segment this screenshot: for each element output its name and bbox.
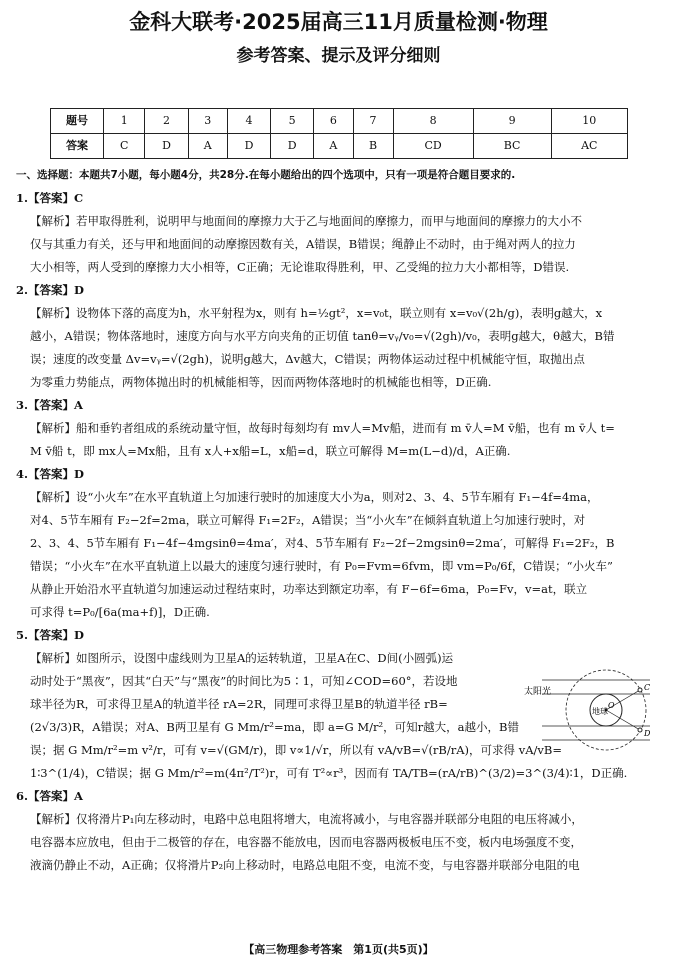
table-row-answers — [51, 134, 628, 159]
explanation-line: 可求得 t=P₀/[6a(ma+f)]，D正确. — [30, 605, 210, 619]
explanation-line: 【解析】若甲取得胜利，说明甲与地面间的摩擦力大于乙与地面间的摩擦力，而甲与地面间的摩擦力的大小不 — [30, 214, 582, 228]
question-2-answer: 2.【答案】D — [16, 283, 84, 297]
question-1-answer: 1.【答案】C — [16, 191, 84, 205]
table-row-numbers — [51, 109, 628, 134]
table-cell: C — [104, 134, 145, 159]
explanation-line: M v̄船 t，即 mx人=Mx船，且有 x人+x船=L，x船=d，联立可解得 M=m(L−d)/d，A正确. — [30, 444, 511, 458]
table-cell: A — [314, 134, 353, 159]
table-cell: 1 — [104, 109, 145, 134]
table-header-answer: 答案 — [51, 134, 104, 159]
explanation-line: 动时处于“黑夜”，因其“白天”与“黑夜”的时间比为5∶1，可知∠COD=60°，若设地 — [30, 674, 458, 688]
question-5-answer: 5.【答案】D — [16, 628, 84, 642]
explanation-line: 对4、5节车厢有 F₂−2f=2ma，联立可解得 F₁=2F₂，A错误；当“小火车”在倾斜直轨道上匀加速行驶时，对 — [30, 513, 586, 527]
explanation-line: 【解析】船和垂钓者组成的系统动量守恒，故每时每刻均有 mv人=Mv船，进而有 m v̄人=M v̄船，也有 m v̄人 t= — [30, 421, 615, 435]
table-cell: 3 — [188, 109, 227, 134]
answer-content — [16, 164, 661, 877]
table-cell: D — [271, 134, 314, 159]
page-subtitle: 参考答案、提示及评分细则 — [236, 46, 441, 66]
explanation-line: 误；据 G Mm/r²=m v²/r，可有 v=√(GM/r)，即 v∝1/√r，所以有 vA/vB=√(rB/rA)，可求得 vA/vB= — [30, 743, 562, 757]
question-6-answer: 6.【答案】A — [16, 789, 83, 803]
table-cell: A — [188, 134, 227, 159]
table-cell: 8 — [393, 109, 473, 134]
explanation-line: 【解析】仅将滑片P₁向左移动时，电路中总电阻将增大，电流将减小，与电容器并联部分电阻的电压将减小， — [30, 812, 583, 826]
explanation-line: 从静止开始沿水平直轨道匀加速运动过程结束时，功率达到额定功率，有 F−6f=6ma，P₀=Fv，v=at，联立 — [30, 582, 588, 596]
table-cell: 9 — [473, 109, 551, 134]
table-cell: 2 — [145, 109, 188, 134]
page-footer: 【高三物理参考答案 第1页(共5页)】 — [243, 943, 434, 956]
table-cell: BC — [473, 134, 551, 159]
question-4-answer: 4.【答案】D — [16, 467, 84, 481]
table-cell: D — [227, 134, 270, 159]
explanation-line: 1∶3^(1/4)，C错误；据 G Mm/r²=m(4π²/T²)r，可有 T²∝r³，因而有 TA/TB=(rA/rB)^(3/2)=3^(3/4)∶1，D正确. — [30, 766, 628, 780]
table-cell: B — [353, 134, 393, 159]
answer-table — [50, 108, 628, 159]
table-cell: AC — [551, 134, 627, 159]
explanation-line: 2、3、4、5节车厢有 F₁−4f−4mgsinθ=4ma′，对4、5节车厢有 F₂−2f−2mgsinθ=2ma′，可解得 F₁=2F₂，B — [30, 536, 615, 550]
explanation-line: 【解析】设物体下落的高度为h，水平射程为x，则有 h=½gt²，x=v₀t，联立则有 x=v₀√(2h/g)，表明g越大，x — [30, 306, 603, 320]
question-3-answer: 3.【答案】A — [16, 398, 83, 412]
satellite-point-c — [638, 688, 642, 692]
earth-label: 地球 — [592, 707, 608, 716]
explanation-line: 【解析】如图所示，设图中虚线则为卫星A的运转轨道，卫星A在C、D间(小圆弧)运 — [30, 651, 454, 665]
d-label: D — [644, 729, 651, 738]
table-cell: 6 — [314, 109, 353, 134]
table-cell: 7 — [353, 109, 393, 134]
table-cell: 10 — [551, 109, 627, 134]
page-title: 金科大联考·2025届高三11月质量检测·物理 — [129, 10, 548, 34]
section-heading: 一、选择题：本题共7小题，每小题4分，共28分.在每小题给出的四个选项中，只有一项是符合题目要求的. — [16, 169, 516, 181]
explanation-line: 球半径为R，可求得卫星A的轨道半径 rA=2R，同理可求得卫星B的轨道半径 rB= — [30, 697, 448, 711]
c-label: C — [644, 683, 651, 692]
sunlight-label: 太阳光 — [524, 687, 552, 697]
satellite-orbit-diagram — [522, 660, 662, 760]
table-cell: 5 — [271, 109, 314, 134]
explanation-line: 错误；“小火车”在水平直轨道上以最大的速度匀速行驶时，有 P₀=Fvm=6fvm，即 vm=P₀/6f，C错误；“小火车” — [30, 559, 613, 573]
explanation-line: 误；速度的改变量 Δv=vᵧ=√(2gh)，说明g越大，Δv越大，C错误；两物体运动过程中机械能守恒，取抛出点 — [30, 352, 585, 366]
explanation-line: 越小，A错误；物体落地时，速度方向与水平方向夹角的正切值 tanθ=vᵧ/v₀=√(2gh)/v₀，表明g越大，θ越大，B错 — [30, 329, 615, 343]
table-cell: CD — [393, 134, 473, 159]
explanation-line: (2√3/3)R，A错误；对A、B两卫星有 G Mm/r²=ma，即 a=G M/r²，可知r越大，a越小，B错 — [30, 720, 519, 734]
explanation-line: 液滴仍静止不动，A正确；仅将滑片P₂向上移动时，电路总电阻不变，电流不变，与电容器并联部分电阻的电 — [30, 858, 580, 872]
satellite-point-d — [638, 728, 642, 732]
explanation-line: 大小相等，两人受到的摩擦力大小相等，C正确；无论谁取得胜利，甲、乙受绳的拉力大小都相等，D错误. — [30, 260, 570, 274]
explanation-line: 电容器本应放电，但由于二极管的存在，电容器不能放电，因而电容器两极板电压不变，板内电场强度不变， — [30, 835, 582, 849]
explanation-line: 仅与其重力有关，还与甲和地面间的动摩擦因数有关，A错误，B错误；绳静止不动时，由于绳对两人的拉力 — [30, 237, 576, 251]
o-label: O — [608, 701, 615, 710]
explanation-line: 【解析】设“小火车”在水平直轨道上匀加速行驶时的加速度大小为a，则对2、3、4、5节车厢有 F₁−4f=4ma， — [30, 490, 599, 504]
explanation-line: 为零重力势能点，两物体抛出时的机械能相等，因而两物体落地时的机械能也相等，D正确. — [30, 375, 492, 389]
table-header-number: 题号 — [51, 109, 104, 134]
table-cell: 4 — [227, 109, 270, 134]
table-cell: D — [145, 134, 188, 159]
